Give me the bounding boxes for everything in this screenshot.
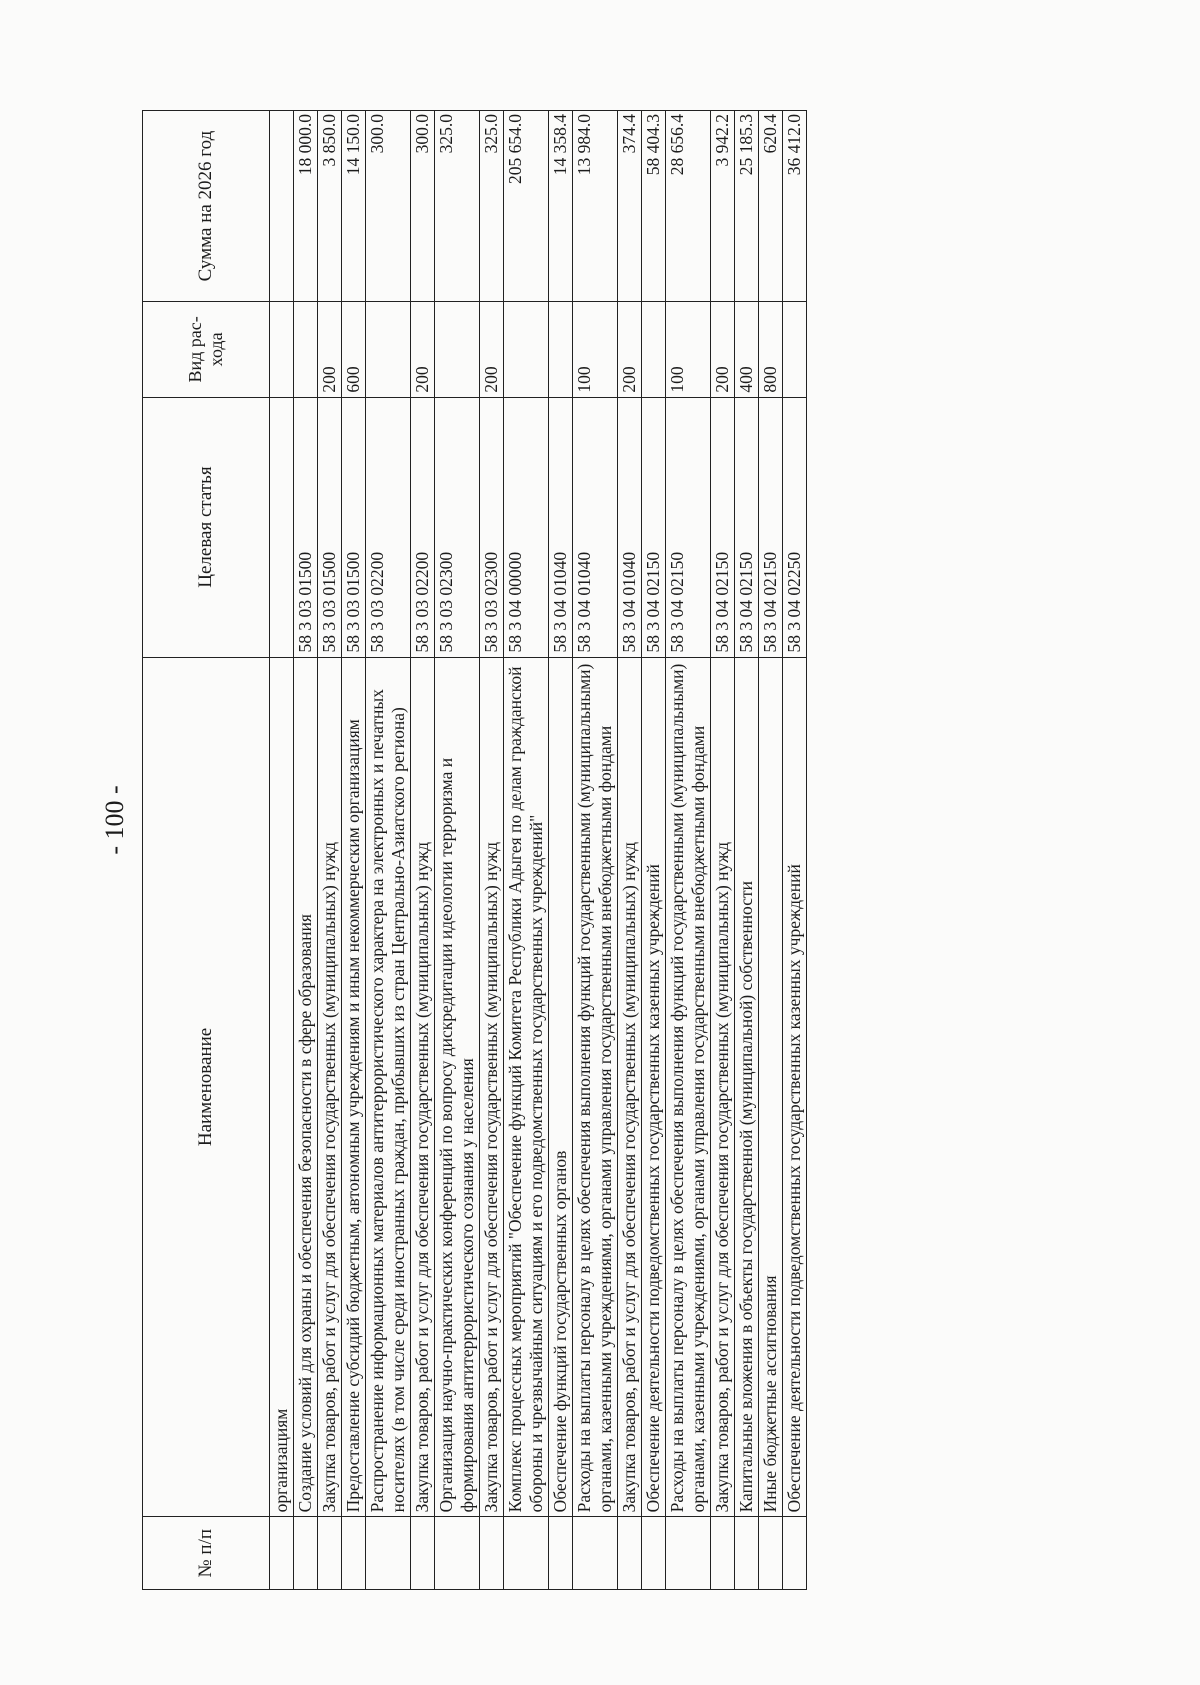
- row-sum-cell: 3 942.2: [711, 111, 735, 302]
- row-name-cell: Капитальные вложения в объекты государственной (муниципальной) собственности: [735, 657, 759, 1517]
- row-name-cell: Закупка товаров, работ и услуг для обеспечения государственных (муниципальных) нужд: [318, 657, 342, 1517]
- row-num-cell: [504, 1517, 549, 1590]
- row-expense-cell: 200: [318, 302, 342, 398]
- row-num-cell: [411, 1517, 435, 1590]
- row-sum-cell: 325.0: [480, 111, 504, 302]
- row-expense-cell: [366, 302, 411, 398]
- row-num-cell: [735, 1517, 759, 1590]
- header-target: Целевая статья: [143, 397, 270, 657]
- row-num-cell: [642, 1517, 666, 1590]
- row-name-cell: Организация научно-практических конференций по вопросу дискредитации идеологии терроризма и формирования антитеррористического сознания у населения: [435, 657, 480, 1517]
- row-target-cell: 58 3 03 01500: [342, 397, 366, 657]
- table-row: [642, 111, 666, 1590]
- row-target-cell: 58 3 04 01040: [573, 397, 618, 657]
- row-name-cell: Расходы на выплаты персоналу в целях обеспечения выполнения функций государственными (муниципальными) органами, казенными учреждениями, органами управления государственными внебюджетными фондами: [573, 657, 618, 1517]
- row-num-cell: [342, 1517, 366, 1590]
- row-num-cell: [480, 1517, 504, 1590]
- table-row: [480, 111, 504, 1590]
- row-name-cell: организациям: [270, 657, 294, 1517]
- row-expense-cell: 200: [480, 302, 504, 398]
- row-sum-cell: 25 185.3: [735, 111, 759, 302]
- row-target-cell: 58 3 04 02250: [783, 397, 807, 657]
- row-num-cell: [435, 1517, 480, 1590]
- row-num-cell: [549, 1517, 573, 1590]
- row-name-cell: Закупка товаров, работ и услуг для обеспечения государственных (муниципальных) нужд: [480, 657, 504, 1517]
- row-sum-cell: 3 850.0: [318, 111, 342, 302]
- row-sum-cell: 620.4: [759, 111, 783, 302]
- row-sum-cell: 14 358.4: [549, 111, 573, 302]
- row-sum-cell: 300.0: [411, 111, 435, 302]
- row-sum-cell: 58 404.3: [642, 111, 666, 302]
- table-body: [270, 111, 807, 1590]
- row-num-cell: [783, 1517, 807, 1590]
- row-num-cell: [573, 1517, 618, 1590]
- page-number: - 100 -: [100, 785, 129, 855]
- row-target-cell: 58 3 03 02200: [411, 397, 435, 657]
- row-num-cell: [711, 1517, 735, 1590]
- row-target-cell: 58 3 04 01040: [618, 397, 642, 657]
- row-expense-cell: 200: [711, 302, 735, 398]
- table-row: [411, 111, 435, 1590]
- row-expense-cell: 800: [759, 302, 783, 398]
- row-target-cell: 58 3 04 02150: [642, 397, 666, 657]
- row-expense-cell: 400: [735, 302, 759, 398]
- row-expense-cell: 200: [411, 302, 435, 398]
- row-sum-cell: 13 984.0: [573, 111, 618, 302]
- row-name-cell: Иные бюджетные ассигнования: [759, 657, 783, 1517]
- row-num-cell: [618, 1517, 642, 1590]
- row-target-cell: 58 3 04 00000: [504, 397, 549, 657]
- row-name-cell: Комплекс процессных мероприятий "Обеспечение функций Комитета Республики Адыгея по делам гражданской обороны и чрезвычайным ситуациям и его подведомственных государственных учреждений": [504, 657, 549, 1517]
- table-row: [366, 111, 411, 1590]
- table-row: [549, 111, 573, 1590]
- row-target-cell: 58 3 04 02150: [735, 397, 759, 657]
- table-row: [573, 111, 618, 1590]
- row-num-cell: [294, 1517, 318, 1590]
- table-row: [783, 111, 807, 1590]
- table-row: [270, 111, 294, 1590]
- row-num-cell: [270, 1517, 294, 1590]
- row-expense-cell: [642, 302, 666, 398]
- row-num-cell: [666, 1517, 711, 1590]
- row-name-cell: Обеспечение деятельности подведомственных государственных казенных учреждений: [642, 657, 666, 1517]
- table-row: [318, 111, 342, 1590]
- table-row: [435, 111, 480, 1590]
- row-sum-cell: 325.0: [435, 111, 480, 302]
- row-target-cell: [270, 397, 294, 657]
- row-expense-cell: [504, 302, 549, 398]
- row-expense-cell: [294, 302, 318, 398]
- row-sum-cell: 300.0: [366, 111, 411, 302]
- row-target-cell: 58 3 03 01500: [294, 397, 318, 657]
- row-expense-cell: 100: [666, 302, 711, 398]
- row-expense-cell: 100: [573, 302, 618, 398]
- row-target-cell: 58 3 03 02300: [480, 397, 504, 657]
- table-row: [711, 111, 735, 1590]
- row-name-cell: Создание условий для охраны и обеспечения безопасности в сфере образования: [294, 657, 318, 1517]
- row-sum-cell: 28 656.4: [666, 111, 711, 302]
- row-name-cell: Закупка товаров, работ и услуг для обеспечения государственных (муниципальных) нужд: [711, 657, 735, 1517]
- table-row: [735, 111, 759, 1590]
- row-target-cell: 58 3 04 01040: [549, 397, 573, 657]
- row-sum-cell: [270, 111, 294, 302]
- row-sum-cell: 374.4: [618, 111, 642, 302]
- row-name-cell: Закупка товаров, работ и услуг для обеспечения государственных (муниципальных) нужд: [618, 657, 642, 1517]
- header-name: Наименование: [143, 657, 270, 1517]
- row-name-cell: Распространение информационных материалов антитеррористического характера на электронных и печатных носителях (в том числе среди иностранных граждан, прибывших из стран Центрально-Азиатского региона): [366, 657, 411, 1517]
- row-expense-cell: [270, 302, 294, 398]
- table-row: [759, 111, 783, 1590]
- table-row: [294, 111, 318, 1590]
- row-sum-cell: 14 150.0: [342, 111, 366, 302]
- table-row: [618, 111, 642, 1590]
- budget-table: [142, 110, 807, 1590]
- row-name-cell: Обеспечение функций государственных органов: [549, 657, 573, 1517]
- row-target-cell: 58 3 04 02150: [666, 397, 711, 657]
- table-row: [666, 111, 711, 1590]
- row-target-cell: 58 3 04 02150: [759, 397, 783, 657]
- budget-table-sheet: [142, 110, 1062, 1590]
- header-expense: Вид рас- хода: [143, 302, 270, 398]
- row-sum-cell: 18 000.0: [294, 111, 318, 302]
- row-num-cell: [318, 1517, 342, 1590]
- row-expense-cell: [783, 302, 807, 398]
- row-target-cell: 58 3 03 02200: [366, 397, 411, 657]
- row-target-cell: 58 3 03 01500: [318, 397, 342, 657]
- row-name-cell: Предоставление субсидий бюджетным, автономным учреждениям и иным некоммерческим организациям: [342, 657, 366, 1517]
- row-expense-cell: 600: [342, 302, 366, 398]
- header-num: № п/п: [143, 1517, 270, 1590]
- row-expense-cell: 200: [618, 302, 642, 398]
- header-sum: Сумма на 2026 год: [143, 111, 270, 302]
- row-expense-cell: [549, 302, 573, 398]
- table-row: [504, 111, 549, 1590]
- row-num-cell: [759, 1517, 783, 1590]
- row-name-cell: Обеспечение деятельности подведомственных государственных казенных учреждений: [783, 657, 807, 1517]
- row-target-cell: 58 3 04 02150: [711, 397, 735, 657]
- row-sum-cell: 36 412.0: [783, 111, 807, 302]
- table-header-row: [143, 111, 270, 1590]
- row-sum-cell: 205 654.0: [504, 111, 549, 302]
- row-target-cell: 58 3 03 02300: [435, 397, 480, 657]
- row-name-cell: Закупка товаров, работ и услуг для обеспечения государственных (муниципальных) нужд: [411, 657, 435, 1517]
- row-name-cell: Расходы на выплаты персоналу в целях обеспечения выполнения функций государственными (муниципальными) органами, казенными учреждениями, органами управления государственными внебюджетными фондами: [666, 657, 711, 1517]
- row-expense-cell: [435, 302, 480, 398]
- table-row: [342, 111, 366, 1590]
- row-num-cell: [366, 1517, 411, 1590]
